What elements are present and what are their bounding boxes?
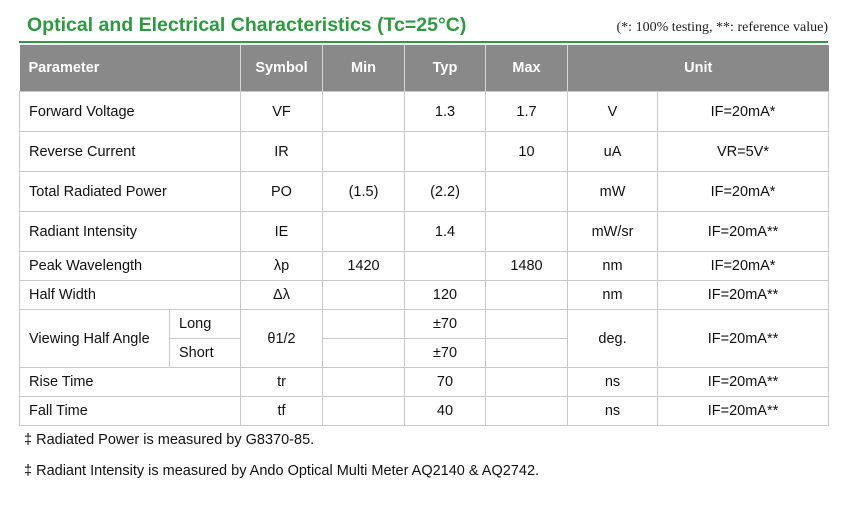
min-cell	[323, 397, 405, 426]
param-cell: Fall Time	[20, 397, 241, 426]
footnote-radiated-power: ‡ Radiated Power is measured by G8370-85.	[24, 432, 315, 448]
table-row	[20, 132, 829, 172]
header-max: Max	[486, 45, 568, 92]
condition-cell: IF=20mA**	[658, 281, 829, 310]
condition-cell: IF=20mA*	[658, 252, 829, 281]
symbol-cell: PO	[241, 172, 323, 212]
table-row	[20, 172, 829, 212]
param-cell: Peak Wavelength	[20, 252, 241, 281]
min-cell	[323, 92, 405, 132]
max-cell	[486, 368, 568, 397]
max-cell: 1.7	[486, 92, 568, 132]
typ-cell: 40	[405, 397, 486, 426]
param-cell: Total Radiated Power	[20, 172, 241, 212]
condition-cell: VR=5V*	[658, 132, 829, 172]
condition-cell: IF=20mA**	[658, 212, 829, 252]
unit-cell: ns	[568, 368, 658, 397]
param-cell: Half Width	[20, 281, 241, 310]
max-cell: 1480	[486, 252, 568, 281]
unit-cell: ns	[568, 397, 658, 426]
table-row	[20, 397, 829, 426]
symbol-cell: θ1/2	[241, 310, 323, 368]
unit-cell: deg.	[568, 310, 658, 368]
sub-param-long: Long	[170, 310, 241, 339]
min-cell	[323, 368, 405, 397]
typ-cell	[405, 252, 486, 281]
unit-cell: mW	[568, 172, 658, 212]
sub-param-short: Short	[170, 339, 241, 368]
header-symbol: Symbol	[241, 45, 323, 92]
param-cell: Reverse Current	[20, 132, 241, 172]
typ-cell: ±70	[405, 310, 486, 339]
condition-cell: IF=20mA**	[658, 397, 829, 426]
symbol-cell: IR	[241, 132, 323, 172]
typ-cell	[405, 132, 486, 172]
symbol-cell: VF	[241, 92, 323, 132]
param-cell: Viewing Half Angle	[20, 310, 170, 368]
unit-cell: uA	[568, 132, 658, 172]
table-row	[20, 92, 829, 132]
footnotes	[24, 432, 539, 494]
max-cell	[486, 172, 568, 212]
min-cell	[323, 339, 405, 368]
min-cell: 1420	[323, 252, 405, 281]
typ-cell: (2.2)	[405, 172, 486, 212]
typ-cell: 1.3	[405, 92, 486, 132]
header-min: Min	[323, 45, 405, 92]
param-cell: Radiant Intensity	[20, 212, 241, 252]
typ-cell: ±70	[405, 339, 486, 368]
min-cell	[323, 310, 405, 339]
table-header-row	[20, 45, 829, 92]
condition-cell: IF=20mA**	[658, 310, 829, 368]
unit-cell: mW/sr	[568, 212, 658, 252]
symbol-cell: λp	[241, 252, 323, 281]
symbol-cell: tf	[241, 397, 323, 426]
table-row	[20, 310, 829, 339]
max-cell	[486, 212, 568, 252]
table-row	[20, 212, 829, 252]
title-underline	[19, 41, 828, 43]
typ-cell: 120	[405, 281, 486, 310]
page-title: Optical and Electrical Characteristics (Tc=25°C)	[27, 14, 467, 36]
max-cell	[486, 310, 568, 339]
min-cell: (1.5)	[323, 172, 405, 212]
testing-note: (*: 100% testing, **: reference value)	[616, 20, 828, 35]
typ-cell: 1.4	[405, 212, 486, 252]
min-cell	[323, 281, 405, 310]
table-row	[20, 281, 829, 310]
typ-cell: 70	[405, 368, 486, 397]
footnote-radiant-intensity: ‡ Radiant Intensity is measured by Ando Optical Multi Meter AQ2140 & AQ2742.	[24, 463, 540, 479]
header-parameter: Parameter	[20, 45, 241, 92]
param-cell: Forward Voltage	[20, 92, 241, 132]
unit-cell: V	[568, 92, 658, 132]
condition-cell: IF=20mA*	[658, 172, 829, 212]
max-cell	[486, 281, 568, 310]
unit-cell: nm	[568, 281, 658, 310]
table-row	[20, 252, 829, 281]
max-cell: 10	[486, 132, 568, 172]
unit-cell: nm	[568, 252, 658, 281]
condition-cell: IF=20mA*	[658, 92, 829, 132]
symbol-cell: tr	[241, 368, 323, 397]
max-cell	[486, 339, 568, 368]
condition-cell: IF=20mA**	[658, 368, 829, 397]
min-cell	[323, 132, 405, 172]
header-typ: Typ	[405, 45, 486, 92]
header-unit: Unit	[568, 45, 829, 92]
symbol-cell: Δλ	[241, 281, 323, 310]
param-cell: Rise Time	[20, 368, 241, 397]
max-cell	[486, 397, 568, 426]
symbol-cell: IE	[241, 212, 323, 252]
characteristics-table	[19, 45, 829, 426]
min-cell	[323, 212, 405, 252]
table-row	[20, 368, 829, 397]
